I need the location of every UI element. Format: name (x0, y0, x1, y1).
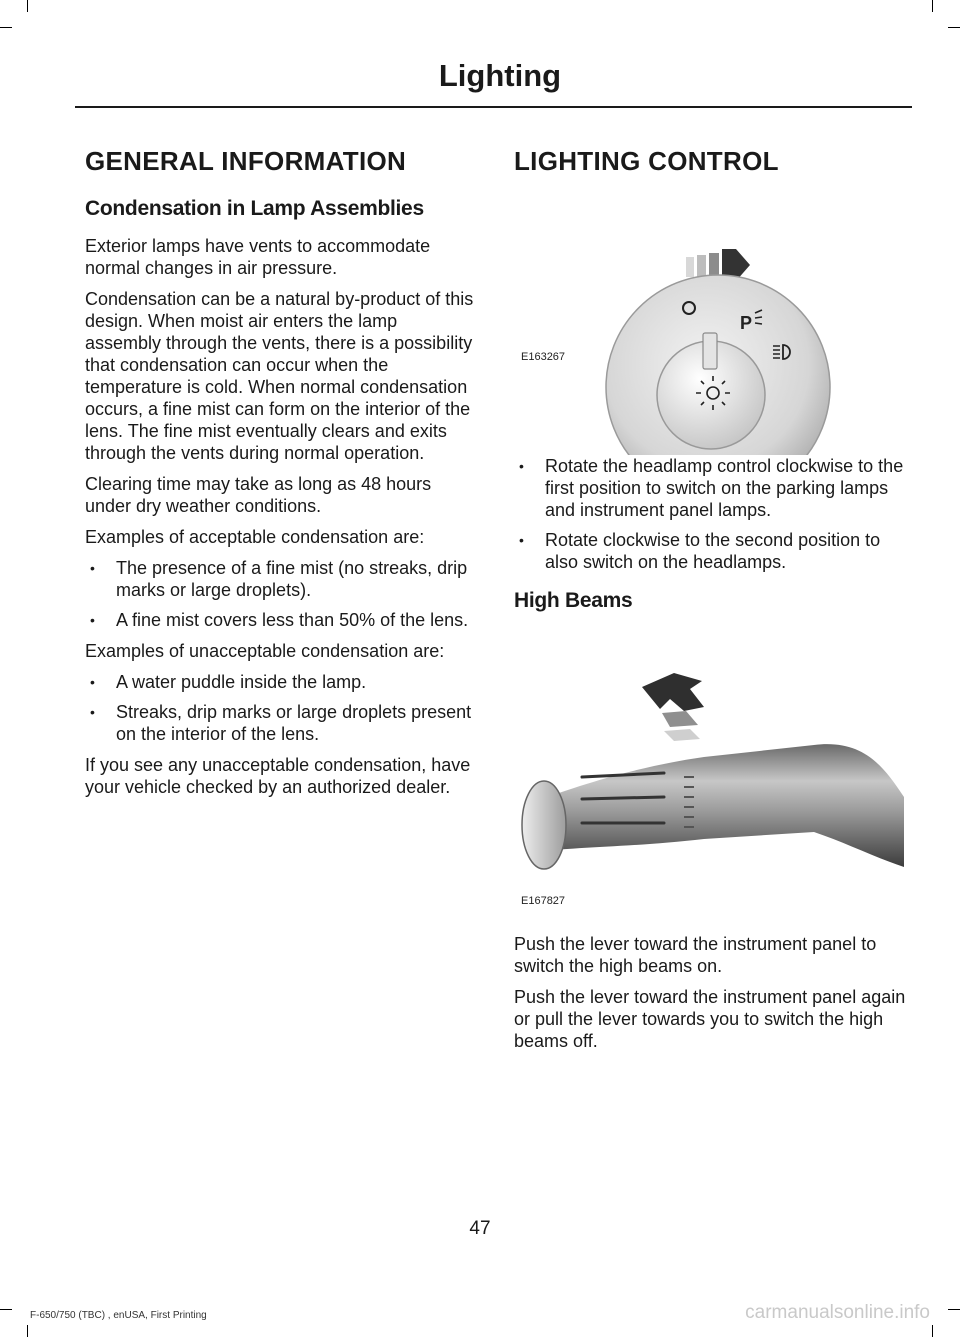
header-rule (75, 106, 912, 108)
list-item: • Rotate clockwise to the second position to also switch on the headlamps. (514, 529, 910, 573)
crop-mark (0, 27, 12, 28)
lever-end-cap[interactable] (522, 781, 566, 869)
publication-footer: F-650/750 (TBC) , enUSA, First Printing (30, 1310, 207, 1321)
crop-mark (948, 27, 960, 28)
paragraph: Push the lever toward the instrument panel to switch the high beams on. (514, 934, 877, 976)
paragraph: Exterior lamps have vents to accommodate normal changes in air pressure. (85, 236, 431, 278)
general-information-heading: GENERAL INFORMATION (85, 146, 407, 176)
crop-mark (27, 0, 28, 12)
left-column (85, 146, 477, 807)
high-beams-subheading: High Beams (514, 589, 633, 612)
list-item: • The presence of a fine mist (no streaks, drip marks or large droplets). (85, 557, 477, 601)
list-item: • Streaks, drip marks or large droplets present on the interior of the lens. (85, 701, 477, 745)
page-number: 47 (469, 1218, 491, 1239)
watermark: carmanualsonline.info (745, 1302, 930, 1323)
paragraph: Condensation can be a natural by-product of this design. When moist air enters the lamp assembly through the vents, there is a possibility that condensation can occur when the temperature is cold. When normal condensation occurs, a fine mist can form on the interior of the lens. The fine mist eventually clears and exits through the vents during normal operation. (85, 289, 474, 463)
paragraph: Examples of unacceptable condensation are: (85, 641, 445, 661)
crop-mark (948, 1309, 960, 1310)
paragraph: Clearing time may take as long as 48 hours under dry weather conditions. (85, 474, 432, 516)
list-item: • Rotate the headlamp control clockwise to the first position to switch on the parking lamps and instrument panel lamps. (514, 455, 910, 521)
unacceptable-list (85, 671, 477, 745)
push-arrow-icon (642, 673, 704, 741)
lever-illustration (514, 627, 910, 927)
paragraph: Push the lever toward the instrument panel again or pull the lever towards you to switch the high beams off. (514, 987, 906, 1051)
list-item: • A fine mist covers less than 50% of the lens. (85, 609, 477, 631)
headlamp-switch-figure (514, 197, 910, 455)
lighting-control-list (514, 455, 910, 573)
lighting-control-heading: LIGHTING CONTROL (514, 146, 779, 176)
paragraph: Examples of acceptable condensation are: (85, 527, 425, 547)
figure-code: E167827 (521, 895, 566, 907)
crop-mark (0, 1309, 12, 1310)
crop-mark (932, 0, 933, 12)
right-column (514, 146, 910, 1061)
acceptable-list (85, 557, 477, 631)
section-title: Lighting (438, 58, 562, 93)
headlamp-switch-illustration (514, 197, 910, 455)
knob-pointer (703, 333, 717, 369)
paragraph: If you see any unacceptable condensation, have your vehicle checked by an authorized dealer. (85, 755, 471, 797)
crop-mark (27, 1325, 28, 1337)
lever-stalk[interactable] (534, 744, 904, 867)
svg-text:P: P (740, 313, 753, 333)
list-item: • A water puddle inside the lamp. (85, 671, 477, 693)
figure-code: E163267 (521, 351, 566, 363)
condensation-subheading: Condensation in Lamp Assemblies (85, 197, 424, 220)
high-beam-lever-figure (514, 627, 910, 927)
crop-mark (932, 1325, 933, 1337)
